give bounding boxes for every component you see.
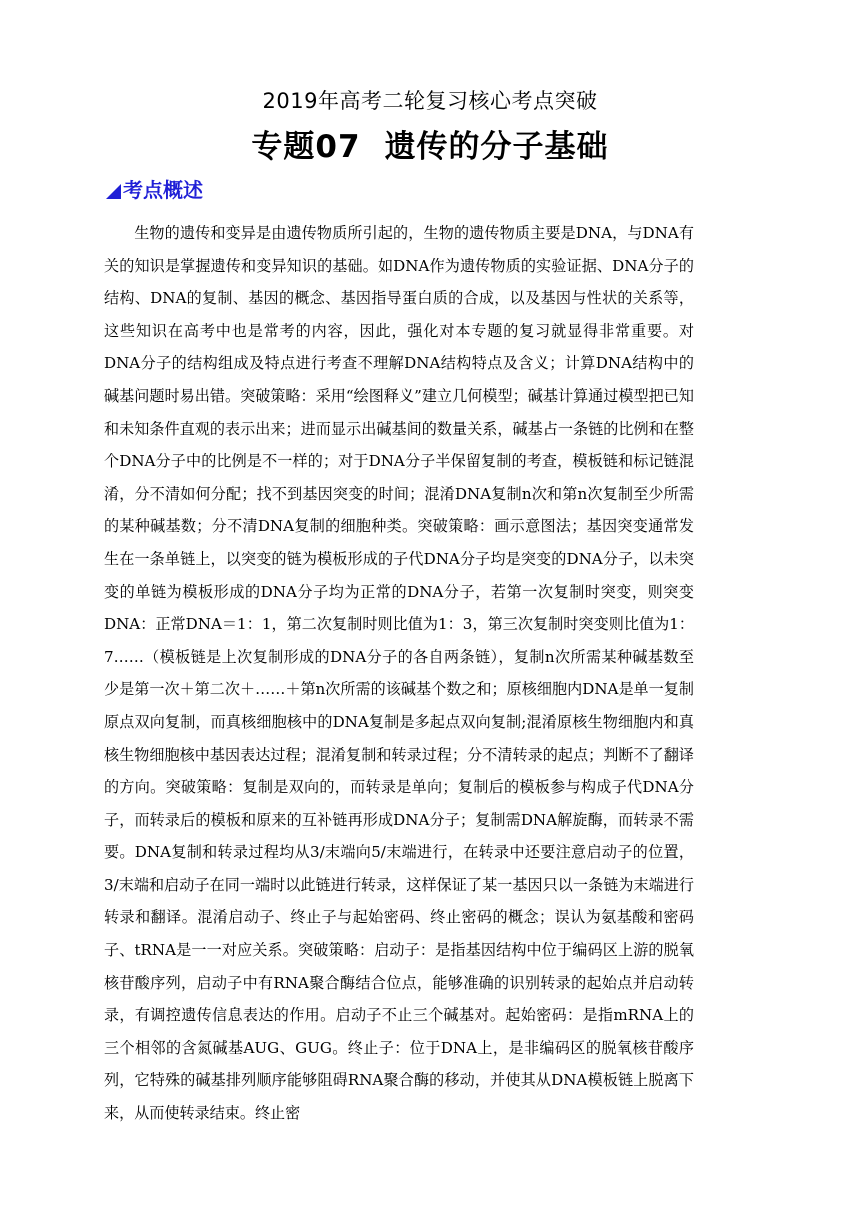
title-number: 专题07 (251, 129, 361, 165)
body-paragraph: 生物的遗传和变异是由遗传物质所引起的，生物的遗传物质主要是DNA，与DNA有关的知识是掌握遗传和变异知识的基础。如DNA作为遗传物质的实验证据、DNA分子的结构、DNA的复制、基因的概念、基因指导蛋白质的合成，以及基因与性状的关系等，这些知识在高考中也是常考的内容，因此，强化对本专题的复习就显得非常重要。对DNA分子的结构组成及特点进行考查不理解DNA结构特点及含义；计算DNA结构中的碱基问题时易出错。突破策略：采用“绘图释义”建立几何模型；碱基计算通过模型把已知和未知条件直观的表示出来；进而显示出碱基间的数量关系，碱基占一条链的比例和在整个DNA分子中的比例是不一样的；对于DNA分子半保留复制的考查，模板链和标记链混淆，分不清如何分配；找不到基因突变的时间；混淆DNA复制n次和第n次复制至少所需的某种碱基数；分不清DNA复制的细胞种类。突破策略：画示意图法；基因突变通常发生在一条单链上，以突变的链为模板形成的子代DNA分子均是突变的DNA分子，以未突变的单链为模板形成的DNA分子均为正常的DNA分子，若第一次复制时突变，则突变DNA：正常DNA＝1：1，第二次复制时则比值为1：3，第三次复制时突变则比值为1：7……（模板链是上次复制形成的DNA分子的各自两条链），复制n次所需某种碱基数至少是第一次＋第二次＋……＋第n次所需的该碱基个数之和；原核细胞内DNA是单一复制原点双向复制，而真核细胞核中的DNA复制是多起点双向复制;混淆原核生物细胞内和真核生物细胞核中基因表达过程；混淆复制和转录过程；分不清转录的起点；判断不了翻译的方向。突破策略：复制是双向的，而转录是单向；复制后的模板参与构成子代DNA分子，而转录后的模板和原来的互补链再形成DNA分子；复制需DNA解旋酶，而转录不需要。DNA复制和转录过程均从3/末端向5/末端进行，在转录中还要注意启动子的位置，3/末端和启动子在同一端时以此链进行转录，这样保证了某一基因只以一条链为末端进行转录和翻译。混淆启动子、终止子与起始密码、终止密码的概念；误认为氨基酸和密码子、tRNA是一一对应关系。突破策略：启动子：是指基因结构中位于编码区上游的脱氧核苷酸序列，启动子中有RNA聚合酶结合位点，能够准确的识别转录的起始点并启动转录，有调控遗传信息表达的作用。启动子不止三个碱基对。起始密码：是指mRNA上的三个相邻的含氮碱基AUG、GUG。终止子：位于DNA上，是非编码区的脱氧核苷酸序列，它特殊的碱基排列顺序能够阻碍RNA聚合酶的移动，并使其从DNA模板链上脱离下来，从而使转录结束。终止密 (104, 224, 694, 1123)
section-heading (106, 176, 203, 204)
document-subtitle: 2019年高考二轮复习核心考点突破 (262, 89, 598, 113)
section-heading-label: 考点概述 (123, 178, 203, 202)
document-title (0, 126, 860, 168)
triangle-marker-icon (106, 184, 121, 199)
title-topic: 遗传的分子基础 (384, 129, 609, 165)
